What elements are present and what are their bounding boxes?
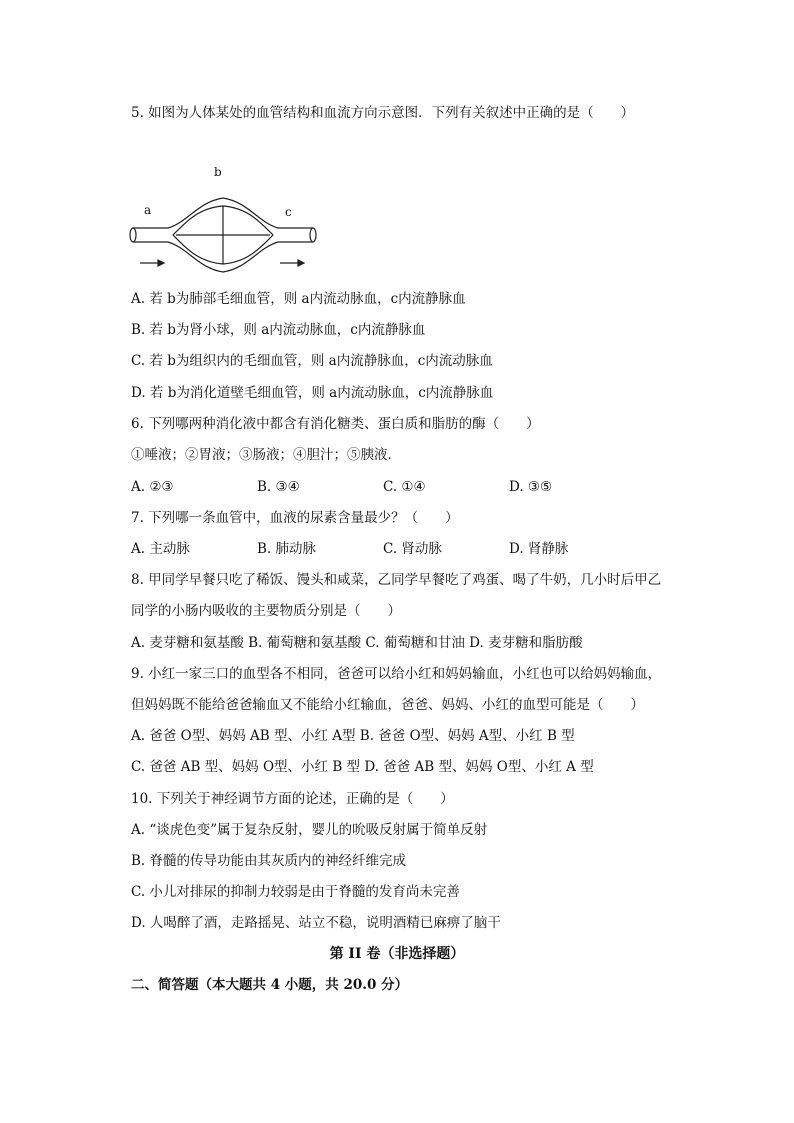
diagram-label-a: a xyxy=(144,203,152,217)
flow-arrows xyxy=(140,260,304,266)
q7-option-d: D. 肾静脉 xyxy=(509,541,569,557)
q10-option-d: D. 人喝醉了酒，走路摇晃、站立不稳，说明酒精已麻痹了脑干 xyxy=(131,915,501,931)
q5-option-b: B. 若 b为肾小球，则 a内流动脉血，c内流静脉血 xyxy=(131,322,426,338)
q5-option-c: C. 若 b为组织内的毛细血管，则 a内流静脉血，c内流动脉血 xyxy=(131,353,493,369)
q10-stem: 10. 下列关于神经调节方面的论述，正确的是（ ） xyxy=(131,791,454,807)
q6-option-d: D. ③⑤ xyxy=(509,479,553,495)
q9-stem-line2: 但妈妈既不能给爸爸输血又不能给小红输血，爸爸、妈妈、小红的血型可能是（ ） xyxy=(131,697,644,713)
q6-list: ①唾液；②胃液；③肠液；④胆汁；⑤胰液． xyxy=(131,447,401,463)
q8-stem-line1: 8. 甲同学早餐只吃了稀饭、馒头和咸菜，乙同学早餐吃了鸡蛋、喝了牛奶，几小时后甲乙 xyxy=(131,572,662,588)
q6-option-b: B. ③④ xyxy=(257,479,300,495)
section-title: 第 II 卷（非选择题） xyxy=(329,946,465,962)
q6-option-a: A. ②③ xyxy=(131,479,174,495)
q9-options-line1: A. 爸爸 O型、妈妈 AB 型、小红 A型 B. 爸爸 O型、妈妈 A型、小红 B 型 xyxy=(131,728,575,744)
arrow-icon xyxy=(298,260,304,266)
q5-stem: 5. 如图为人体某处的血管结构和血流方向示意图．下列有关叙述中正确的是（ ） xyxy=(131,105,635,121)
q7-options xyxy=(131,540,568,558)
q10-option-a: A. “谈虎色变”属于复杂反射，婴儿的吮吸反射属于简单反射 xyxy=(131,822,488,838)
q7-stem: 7. 下列哪一条血管中，血液的尿素含量最少？（ ） xyxy=(131,510,459,526)
q10-option-b: B. 脊髓的传导功能由其灰质内的神经纤维完成 xyxy=(131,853,407,869)
q7-option-c: C. 肾动脉 xyxy=(383,541,442,557)
q6-stem: 6. 下列哪两种消化液中都含有消化糖类、蛋白质和脂肪的酶（ ） xyxy=(131,416,540,432)
q6-option-c: C. ①④ xyxy=(383,479,426,495)
q9-options-line2: C. 爸爸 AB 型、妈妈 O型、小红 B 型 D. 爸爸 AB 型、妈妈 O型、小红 A 型 xyxy=(131,759,594,775)
diagram-label-c: c xyxy=(285,205,292,219)
q7-option-b: B. 肺动脉 xyxy=(257,541,317,557)
arrow-icon xyxy=(158,260,164,266)
q8-options: A. 麦芽糖和氨基酸 B. 葡萄糖和氨基酸 C. 葡萄糖和甘油 D. 麦芽糖和脂肪酸 xyxy=(131,635,583,651)
q6-options xyxy=(131,478,552,496)
q5-option-a: A. 若 b为肺部毛细血管，则 a内流动脉血，c内流静脉血 xyxy=(131,291,466,307)
q5-option-d: D. 若 b为消化道壁毛细血管，则 a内流动脉血，c内流静脉血 xyxy=(131,385,494,401)
q10-option-c: C. 小儿对排尿的抑制力较弱是由于脊髓的发育尚未完善 xyxy=(131,884,460,900)
q9-stem-line1: 9. 小红一家三口的血型各不相同，爸爸可以给小红和妈妈输血，小红也可以给妈妈输血， xyxy=(131,666,662,682)
q8-stem-line2: 同学的小肠内吸收的主要物质分别是（ ） xyxy=(131,603,401,619)
section-heading: 二、简答题（本大题共 4 小题，共 20.0 分） xyxy=(131,977,409,993)
blood-vessel-diagram xyxy=(128,160,328,275)
diagram-label-b: b xyxy=(214,165,222,179)
q7-option-a: A. 主动脉 xyxy=(131,541,190,557)
